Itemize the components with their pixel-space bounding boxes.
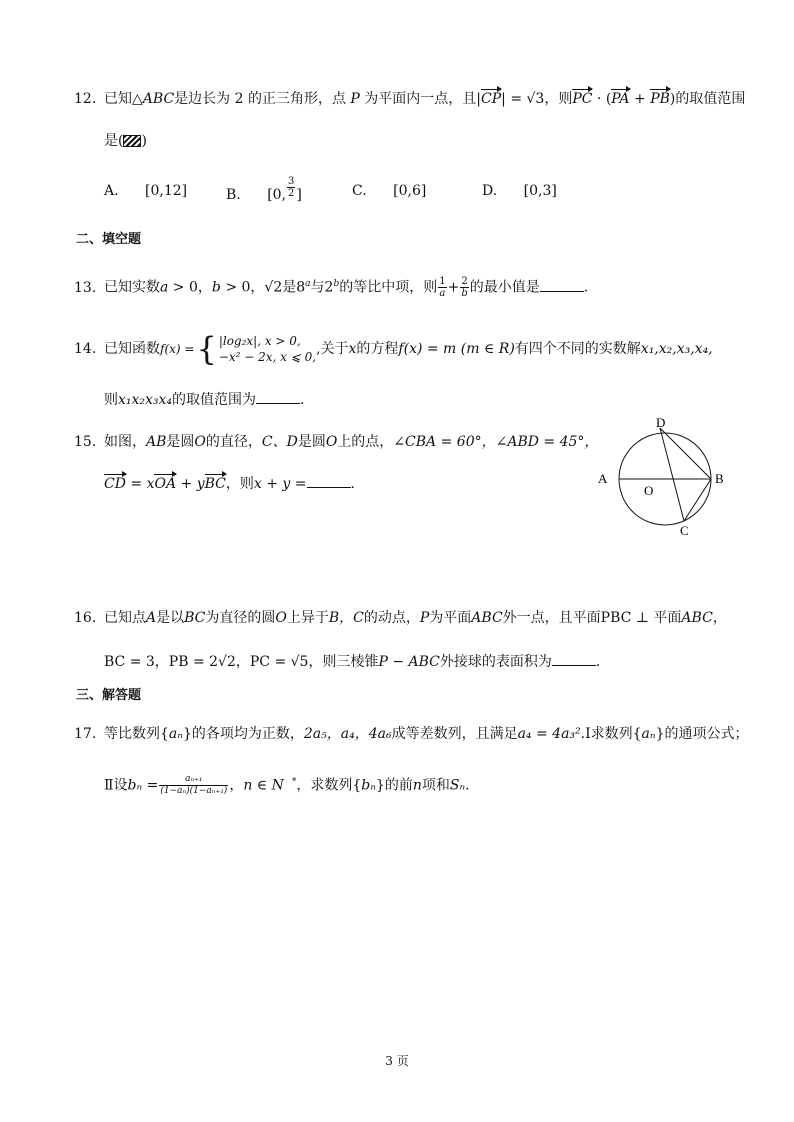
- option-label: D.: [482, 183, 498, 199]
- q17-text: Ⅰ求数列{: [585, 726, 642, 742]
- q17-var: aₙ: [168, 726, 183, 742]
- q15-var: C、D: [261, 434, 298, 450]
- option-label: B.: [226, 186, 241, 203]
- q15-number: 15.: [74, 434, 97, 450]
- q13-exp-b: b: [333, 279, 340, 289]
- q12-vector: PC: [572, 91, 593, 107]
- q17-line2: [104, 772, 470, 797]
- q15-text: 上的点，: [337, 434, 394, 450]
- q12-vector: PA: [611, 91, 630, 107]
- q12-line2: [104, 131, 147, 151]
- q16-answer-blank[interactable]: [552, 653, 596, 666]
- q13-text: 的等比中项，则: [339, 279, 438, 296]
- q14-text: .: [300, 392, 305, 408]
- q12-text: )的取值范围: [669, 91, 746, 107]
- q17-var: n: [412, 777, 422, 794]
- q16-text: 外一点，且平面PBC ⊥ 平面: [502, 610, 682, 626]
- q13-var-a: a: [160, 279, 169, 296]
- q15-vector: BC: [204, 476, 226, 492]
- q16-var: BC: [184, 610, 206, 626]
- fraction-denominator: (1−aₙ)(1−aₙ₊₁): [160, 786, 228, 797]
- q16-text: 是以: [156, 610, 185, 626]
- fraction-numerator: aₙ₊₁: [159, 774, 228, 786]
- q13-answer-blank[interactable]: [540, 279, 584, 292]
- q15-var-o: O: [325, 434, 338, 450]
- q16-text: 上异于: [286, 610, 329, 626]
- section-solution-title: 三、解答题: [76, 688, 142, 703]
- q17-text: *: [291, 777, 297, 787]
- q17-var: Sₙ: [449, 777, 466, 794]
- q12-text: +: [629, 91, 651, 107]
- q17-var: bₙ: [361, 777, 376, 794]
- q12-var: P: [350, 91, 360, 107]
- chord-bc: [684, 479, 711, 521]
- q15-var: O: [194, 434, 206, 450]
- label-o: O: [644, 483, 654, 498]
- q14-text: 则: [104, 392, 118, 408]
- q15-text: = x: [125, 476, 155, 492]
- option-b[interactable]: [226, 176, 302, 203]
- q17-text: }的前: [375, 777, 413, 794]
- q12-number: 12.: [74, 91, 97, 107]
- q12-text: 是边长为 2 的正三角形，点: [174, 91, 346, 107]
- q15-expression: x + y =: [253, 476, 307, 492]
- q14-product: x₁x₂x₃x₄: [118, 392, 173, 408]
- q12-line1: [74, 89, 746, 109]
- fraction-numerator: 1: [439, 276, 446, 288]
- q16-text: ，: [712, 610, 727, 626]
- q14-text: 有四个不同的实数解: [514, 341, 641, 357]
- q15-vector: OA: [154, 476, 177, 492]
- q16-number: 16.: [74, 610, 97, 626]
- option-c[interactable]: [352, 183, 426, 199]
- q15-var: AB: [146, 434, 167, 450]
- q15-text: 如图，: [104, 434, 146, 450]
- q13-text: .: [583, 279, 589, 296]
- q16-text: 为平面: [429, 610, 472, 626]
- q14-line2: [104, 390, 304, 410]
- q17-var: bₙ =: [127, 777, 159, 794]
- option-value: [0,12]: [145, 183, 188, 199]
- piecewise-case-2: −x² − 2x, x ⩽ 0,: [218, 350, 317, 364]
- q17-text: Ⅱ设: [104, 777, 128, 794]
- q12-vector: CP: [481, 91, 502, 107]
- q16-var-abc: ABC: [681, 610, 713, 626]
- q16-var: ABC: [471, 610, 503, 626]
- fraction-denominator: b: [461, 288, 468, 300]
- fraction-denominator: 2: [288, 188, 295, 199]
- q17-text: 等比数列{: [104, 726, 169, 742]
- q14-roots: x₁,x₂,x₃,x₄,: [640, 341, 713, 357]
- option-value: [0,3]: [523, 183, 557, 199]
- q17-text: ，求数列{: [296, 777, 362, 794]
- q17-text: ，: [229, 777, 244, 794]
- q17-terms: 2a₅，a₄，4a₆: [303, 726, 392, 742]
- q12-text: 为平面内一点，且|: [364, 91, 482, 107]
- q13-text: 与2: [310, 279, 334, 296]
- q14-text: 的取值范围为: [172, 392, 257, 408]
- q16-text: .: [595, 654, 601, 670]
- q13-fraction-2: [460, 276, 468, 299]
- q15-line1: [74, 432, 599, 452]
- q12-vector: PB: [650, 91, 670, 107]
- q13-var-b: b: [211, 279, 221, 296]
- q17-line1: [74, 724, 749, 744]
- q14-text: ,关于: [316, 341, 349, 357]
- option-fraction: [287, 176, 295, 199]
- page-number: 3 页: [385, 1054, 409, 1068]
- q14-var: x: [348, 341, 357, 357]
- q16-text: 已知点: [104, 610, 146, 626]
- q12-text: 已知△: [104, 91, 143, 107]
- option-a[interactable]: [104, 183, 187, 199]
- q15-text: ，则: [225, 476, 254, 492]
- q17-var: n ∈ N: [243, 777, 284, 794]
- q16-var: B，C: [328, 610, 364, 626]
- q16-text: 的动点，: [363, 610, 420, 626]
- q13-text: > 0，: [168, 279, 212, 296]
- q13-number: 13.: [74, 279, 97, 296]
- label-c: C: [680, 523, 689, 538]
- q15-text: 的直径，: [205, 434, 262, 450]
- option-value: ]: [296, 186, 302, 203]
- q15-answer-blank[interactable]: [307, 475, 351, 488]
- q17-fraction: [159, 774, 228, 797]
- q14-text: 已知函数: [104, 341, 160, 357]
- fraction-numerator: 3: [288, 176, 295, 187]
- q16-var: P − ABC: [378, 654, 440, 670]
- q15-angles: ∠CBA = 60°，∠ABD = 45°，: [393, 434, 599, 450]
- q13-text: 的最小值是: [469, 279, 540, 296]
- q17-number: 17.: [74, 726, 97, 742]
- q15-line2: [104, 474, 355, 494]
- q13-line: 13. 已知实数a > 0，b > 0，√2是8$^a$与2$^b$的等比中项，则 $\frac{1}{a}$ + $\frac{2}{b}$ 的最小值是 .: [74, 276, 589, 300]
- option-value: [0,6]: [393, 183, 427, 199]
- label-b: B: [715, 471, 724, 486]
- option-label: C.: [352, 183, 367, 199]
- q17-text: 成等差数列，且满足: [391, 726, 518, 742]
- q16-text: 为直径的圆: [205, 610, 276, 626]
- option-label: A.: [104, 183, 119, 199]
- piecewise-case-1: |log₂x|, x > 0,: [218, 334, 301, 348]
- q15-text: 是圆: [166, 434, 195, 450]
- q14-equation: f(x) = m (m ∈ R): [398, 341, 515, 357]
- q16-line2: [104, 652, 600, 672]
- q14-text: 的方程: [356, 341, 399, 357]
- q17-var-an: aₙ: [641, 726, 656, 742]
- chord-dc: [660, 428, 684, 521]
- q13-fraction-1: [438, 276, 446, 299]
- q15-text: 是圆: [297, 434, 326, 450]
- q17-condition: a₄ = 4a₃².: [517, 726, 586, 742]
- piecewise-cases: [219, 333, 316, 365]
- q16-var: O: [275, 610, 287, 626]
- q16-line1: [74, 608, 727, 628]
- q16-var: A: [146, 610, 157, 626]
- q17-text: }的各项均为正数，: [182, 726, 304, 742]
- q14-line1: [74, 330, 713, 368]
- q12-text: 是(: [104, 133, 124, 149]
- q12-var: ABC: [142, 91, 175, 107]
- q14-number: 14.: [74, 341, 97, 357]
- label-a: A: [598, 471, 608, 486]
- piecewise-brace: {: [196, 330, 217, 368]
- fraction-numerator: 2: [461, 276, 468, 288]
- q13-text: > 0，√2是8: [220, 279, 306, 296]
- option-d[interactable]: [482, 183, 557, 199]
- hatched-answer-box: [123, 135, 141, 147]
- q13-exp-a: a: [305, 279, 311, 289]
- label-d: D: [656, 415, 666, 430]
- q17-text: .: [465, 777, 470, 794]
- q15-circle-figure: [590, 415, 740, 545]
- q12-text: ): [141, 133, 147, 149]
- q12-text: · (: [592, 91, 612, 107]
- q16-text: BC = 3，PB = 2√2，PC = √5，则三棱锥: [104, 654, 379, 670]
- q12-text: | = √3，则: [501, 91, 573, 107]
- q13-text: 已知实数: [104, 279, 160, 296]
- q17-text: }的通项公式；: [655, 726, 749, 742]
- q16-text: 外接球的表面积为: [439, 654, 552, 670]
- section-fill-blank-title: 二、填空题: [76, 232, 142, 247]
- option-value: [0,: [267, 186, 287, 203]
- q15-vector: CD: [104, 476, 126, 492]
- fraction-denominator: a: [439, 288, 446, 300]
- q14-answer-blank[interactable]: [256, 391, 300, 404]
- q16-var: P: [419, 610, 430, 626]
- q15-text: .: [350, 476, 355, 492]
- q14-function: f(x) =: [160, 342, 195, 356]
- q15-text: + y: [176, 476, 205, 492]
- q17-text: 项和: [421, 777, 450, 794]
